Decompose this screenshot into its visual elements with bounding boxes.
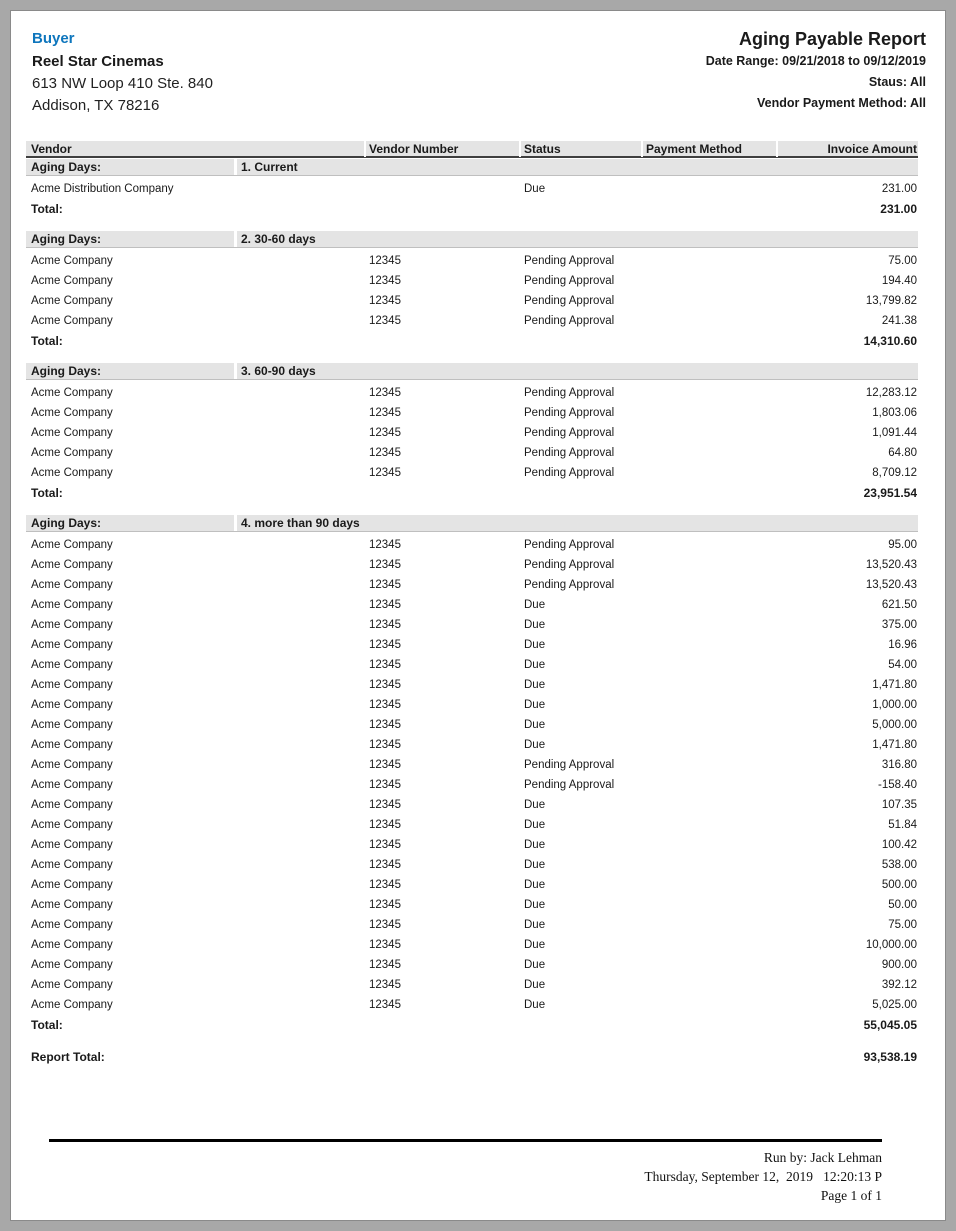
status-cell: Due: [524, 599, 546, 611]
invoice-amount-cell: 50.00: [888, 899, 917, 911]
invoice-amount-cell: 10,000.00: [865, 939, 917, 951]
invoice-amount-cell: 107.35: [881, 799, 917, 811]
vendor-cell: Acme Company: [31, 779, 113, 791]
column-header-invoice-amount: Invoice Amount: [776, 141, 918, 157]
total-amount: 231.00: [880, 202, 917, 216]
aging-band: [26, 363, 918, 380]
aging-bucket-label: 2. 30-60 days: [234, 231, 918, 247]
aging-days-label: Aging Days:: [26, 515, 234, 531]
vendor-cell: Acme Company: [31, 275, 113, 287]
payment-method-cell: [641, 735, 776, 755]
vendor-cell: Acme Company: [31, 467, 113, 479]
invoice-amount-cell: 13,799.82: [865, 295, 917, 307]
vendor-number-cell: 12345: [369, 979, 401, 991]
vendor-cell: Acme Company: [31, 427, 113, 439]
vendor-number-cell: 12345: [369, 919, 401, 931]
vendor-number-cell: 12345: [369, 407, 401, 419]
status-cell: Pending Approval: [524, 275, 615, 287]
report-meta-block: [706, 27, 926, 117]
invoice-amount-cell: 100.42: [881, 839, 917, 851]
status-cell: Pending Approval: [524, 447, 615, 459]
invoice-amount-cell: 64.80: [888, 447, 917, 459]
table-row: [26, 915, 918, 935]
status-cell: Pending Approval: [524, 759, 615, 771]
vendor-number-cell: 12345: [369, 599, 401, 611]
column-header-status: Status: [519, 141, 641, 157]
vendor-number-cell: 12345: [369, 559, 401, 571]
status-cell: Due: [524, 719, 546, 731]
vendor-cell: Acme Company: [31, 999, 113, 1011]
vendor-number-cell: 12345: [369, 539, 401, 551]
table-row: [26, 403, 918, 423]
report-total-amount: 93,538.19: [863, 1050, 917, 1064]
invoice-amount-cell: 241.38: [881, 315, 917, 327]
vendor-number-cell: 12345: [369, 659, 401, 671]
invoice-amount-cell: 12,283.12: [865, 387, 917, 399]
buyer-label: Buyer: [32, 30, 75, 47]
invoice-amount-cell: 8,709.12: [872, 467, 917, 479]
payment-method-cell: [641, 443, 776, 463]
payment-method-cell: [641, 291, 776, 311]
status-cell: Due: [524, 619, 546, 631]
table-row: [26, 383, 918, 403]
invoice-amount-cell: 621.50: [881, 599, 917, 611]
aging-section: [26, 515, 918, 1035]
vendor-cell: Acme Company: [31, 579, 113, 591]
aging-band: [26, 159, 918, 176]
table-row: [26, 535, 918, 555]
invoice-amount-cell: 316.80: [881, 759, 917, 771]
status-cell: Due: [524, 739, 546, 751]
vendor-number-cell: 12345: [369, 739, 401, 751]
table-row: [26, 755, 918, 775]
vendor-number-cell: 12345: [369, 579, 401, 591]
status-cell: Due: [524, 839, 546, 851]
page-indicator: Page 1 of 1: [820, 1188, 882, 1203]
payment-method-cell: [641, 895, 776, 915]
invoice-amount-cell: -158.40: [877, 779, 917, 791]
table-row: [26, 311, 918, 331]
vendor-number-cell: 12345: [369, 255, 401, 267]
status-cell: Pending Approval: [524, 779, 615, 791]
vendor-number-cell: 12345: [369, 779, 401, 791]
table-row: [26, 955, 918, 975]
status-cell: Pending Approval: [524, 387, 615, 399]
status-cell: Pending Approval: [524, 539, 615, 551]
vendor-cell: Acme Company: [31, 739, 113, 751]
aging-section: [26, 363, 918, 503]
invoice-amount-cell: 54.00: [888, 659, 917, 671]
payment-method-cell: [641, 715, 776, 735]
status-cell: Due: [524, 879, 546, 891]
payment-method-cell: [641, 615, 776, 635]
vendor-number-cell: 12345: [369, 999, 401, 1011]
table-row: [26, 975, 918, 995]
status-cell: Due: [524, 919, 546, 931]
table-row: [26, 875, 918, 895]
payment-method-cell: [641, 595, 776, 615]
vendor-cell: Acme Company: [31, 539, 113, 551]
vendor-number-cell: 12345: [369, 799, 401, 811]
aging-sections: [26, 159, 918, 1035]
vendor-number-cell: 12345: [369, 699, 401, 711]
payment-method-cell: [641, 775, 776, 795]
table-row: [26, 735, 918, 755]
vendor-number-cell: 12345: [369, 819, 401, 831]
vendor-cell: Acme Company: [31, 719, 113, 731]
status-cell: Due: [524, 979, 546, 991]
payment-method-cell: [641, 875, 776, 895]
invoice-amount-cell: 1,471.80: [872, 679, 917, 691]
total-amount: 14,310.60: [863, 334, 917, 348]
invoice-amount-cell: 1,091.44: [872, 427, 917, 439]
vendor-cell: Acme Company: [31, 959, 113, 971]
total-label: Total:: [31, 202, 63, 216]
status-cell: Due: [524, 899, 546, 911]
vendor-number-cell: 12345: [369, 679, 401, 691]
column-header-vendor-number: Vendor Number: [364, 141, 519, 157]
payment-method-cell: [641, 383, 776, 403]
table-row: [26, 179, 918, 199]
payment-method-cell: [641, 423, 776, 443]
vendor-cell: Acme Company: [31, 839, 113, 851]
status-cell: Pending Approval: [524, 427, 615, 439]
payment-method-cell: [641, 251, 776, 271]
section-total-row: [26, 1015, 918, 1035]
vendor-cell: Acme Company: [31, 899, 113, 911]
payment-method-cell: [641, 271, 776, 291]
vendor-number-cell: 12345: [369, 619, 401, 631]
aging-bucket-label: 4. more than 90 days: [234, 515, 918, 531]
payment-method-cell: [641, 179, 776, 199]
payment-method-cell: [641, 655, 776, 675]
column-header-payment-method: Payment Method: [641, 141, 776, 157]
table-row: [26, 695, 918, 715]
table-row: [26, 463, 918, 483]
status-cell: Pending Approval: [524, 559, 615, 571]
payment-method-cell: [641, 795, 776, 815]
table-row: [26, 595, 918, 615]
vendor-cell: Acme Company: [31, 679, 113, 691]
vendor-number-cell: 12345: [369, 839, 401, 851]
table-row: [26, 443, 918, 463]
invoice-amount-cell: 75.00: [888, 255, 917, 267]
total-label: Total:: [31, 1018, 63, 1032]
vendor-cell: Acme Company: [31, 819, 113, 831]
vendor-cell: Acme Company: [31, 919, 113, 931]
vendor-number-cell: [364, 179, 519, 199]
table-row: [26, 995, 918, 1015]
status-cell: Due: [524, 859, 546, 871]
vendor-number-cell: 12345: [369, 759, 401, 771]
column-header-vendor: Vendor: [31, 142, 72, 156]
payment-method-cell: [641, 855, 776, 875]
table-row: [26, 423, 918, 443]
vendor-cell: Acme Company: [31, 619, 113, 631]
section-rows: [26, 176, 918, 199]
table-row: [26, 855, 918, 875]
status-cell: Pending Approval: [524, 579, 615, 591]
buyer-address-block: [32, 27, 213, 117]
vendor-cell: Acme Company: [31, 315, 113, 327]
total-label: Total:: [31, 486, 63, 500]
table-row: [26, 775, 918, 795]
vendor-cell: Acme Company: [31, 859, 113, 871]
run-by-line: Run by: Jack Lehman: [763, 1150, 882, 1165]
status-cell: Due: [524, 819, 546, 831]
section-rows: [26, 248, 918, 331]
aging-band: [26, 515, 918, 532]
status-cell: Due: [524, 959, 546, 971]
payment-method-cell: [641, 995, 776, 1015]
report-header: [11, 11, 945, 117]
invoice-amount-cell: 194.40: [881, 275, 917, 287]
aging-section: [26, 231, 918, 351]
invoice-amount-cell: 5,000.00: [872, 719, 917, 731]
payment-method-cell: [641, 535, 776, 555]
vendor-cell: Acme Company: [31, 939, 113, 951]
table-row: [26, 675, 918, 695]
total-amount: 55,045.05: [863, 1018, 917, 1032]
invoice-amount-cell: 392.12: [881, 979, 917, 991]
table-row: [26, 815, 918, 835]
date-range-filter: Date Range: 09/21/2018 to 09/12/2019: [705, 54, 926, 68]
vendor-cell: Acme Company: [31, 979, 113, 991]
table-row: [26, 935, 918, 955]
status-cell: Due: [524, 999, 546, 1011]
vendor-number-cell: 12345: [369, 427, 401, 439]
vendor-number-cell: 12345: [369, 639, 401, 651]
address-line-2: Addison, TX 78216: [32, 97, 160, 114]
invoice-amount-cell: 13,520.43: [865, 579, 917, 591]
report-total-row: [26, 1047, 918, 1067]
table-row: [26, 835, 918, 855]
aging-bucket-label: 3. 60-90 days: [234, 363, 918, 379]
vendor-cell: Acme Company: [31, 599, 113, 611]
invoice-amount-cell: 1,803.06: [872, 407, 917, 419]
payment-method-cell: [641, 635, 776, 655]
table-row: [26, 635, 918, 655]
section-total-row: [26, 331, 918, 351]
table-row: [26, 555, 918, 575]
aging-section: [26, 159, 918, 219]
column-header-row: [26, 141, 918, 158]
aging-days-label: Aging Days:: [26, 363, 234, 379]
report-page: [10, 10, 946, 1221]
invoice-amount-cell: 900.00: [881, 959, 917, 971]
payment-method-cell: [641, 311, 776, 331]
invoice-amount-cell: 538.00: [881, 859, 917, 871]
status-filter: Staus: All: [868, 75, 926, 89]
run-datetime: Thursday, September 12, 2019 12:20:13 P: [644, 1169, 882, 1184]
table-row: [26, 795, 918, 815]
invoice-amount-cell: 75.00: [888, 919, 917, 931]
status-cell: Pending Approval: [524, 295, 615, 307]
report-title: Aging Payable Report: [738, 29, 926, 49]
table-row: [26, 655, 918, 675]
invoice-amount-cell: 375.00: [881, 619, 917, 631]
vendor-cell: Acme Company: [31, 639, 113, 651]
address-line-1: 613 NW Loop 410 Ste. 840: [32, 75, 213, 92]
total-label: Total:: [31, 334, 63, 348]
payment-method-cell: [641, 555, 776, 575]
table-row: [26, 271, 918, 291]
section-total-row: [26, 483, 918, 503]
vendor-number-cell: 12345: [369, 899, 401, 911]
payment-method-cell: [641, 955, 776, 975]
status-cell: Pending Approval: [524, 407, 615, 419]
aging-days-label: Aging Days:: [26, 231, 234, 247]
vendor-cell: Acme Company: [31, 407, 113, 419]
vendor-cell: Acme Company: [31, 699, 113, 711]
payment-method-cell: [641, 935, 776, 955]
payment-method-filter: Vendor Payment Method: All: [756, 96, 926, 110]
status-cell: Due: [524, 679, 546, 691]
vendor-number-cell: 12345: [369, 467, 401, 479]
vendor-cell: Acme Company: [31, 559, 113, 571]
section-rows: [26, 532, 918, 1015]
status-cell: Pending Approval: [524, 255, 615, 267]
status-cell: Due: [524, 659, 546, 671]
vendor-number-cell: 12345: [369, 859, 401, 871]
vendor-number-cell: 12345: [369, 959, 401, 971]
payment-method-cell: [641, 755, 776, 775]
table-row: [26, 575, 918, 595]
invoice-amount-cell: 51.84: [888, 819, 917, 831]
table-row: [26, 251, 918, 271]
status-cell: Due: [524, 639, 546, 651]
section-rows: [26, 380, 918, 483]
section-total-row: [26, 199, 918, 219]
table-row: [26, 715, 918, 735]
invoice-amount-cell: 16.96: [888, 639, 917, 651]
status-cell: Due: [524, 183, 546, 195]
payment-method-cell: [641, 403, 776, 423]
vendor-number-cell: 12345: [369, 295, 401, 307]
status-cell: Due: [524, 699, 546, 711]
vendor-cell: Acme Company: [31, 799, 113, 811]
aging-bucket-label: 1. Current: [234, 159, 918, 175]
invoice-amount-cell: 231.00: [881, 183, 917, 195]
payment-method-cell: [641, 915, 776, 935]
table-row: [26, 615, 918, 635]
company-name: Reel Star Cinemas: [32, 53, 164, 70]
vendor-number-cell: 12345: [369, 315, 401, 327]
vendor-cell: Acme Company: [31, 387, 113, 399]
invoice-amount-cell: 1,000.00: [872, 699, 917, 711]
status-cell: Due: [524, 799, 546, 811]
vendor-number-cell: 12345: [369, 387, 401, 399]
payment-method-cell: [641, 463, 776, 483]
invoice-amount-cell: 95.00: [888, 539, 917, 551]
vendor-cell: Acme Company: [31, 659, 113, 671]
payment-method-cell: [641, 695, 776, 715]
report-total-label: Report Total:: [31, 1050, 105, 1064]
vendor-number-cell: 12345: [369, 879, 401, 891]
table-row: [26, 291, 918, 311]
vendor-number-cell: 12345: [369, 719, 401, 731]
aging-band: [26, 231, 918, 248]
total-amount: 23,951.54: [863, 486, 917, 500]
invoice-amount-cell: 5,025.00: [872, 999, 917, 1011]
payment-method-cell: [641, 675, 776, 695]
vendor-cell: Acme Company: [31, 447, 113, 459]
invoice-amount-cell: 1,471.80: [872, 739, 917, 751]
vendor-cell: Acme Company: [31, 295, 113, 307]
status-cell: Pending Approval: [524, 315, 615, 327]
vendor-number-cell: 12345: [369, 939, 401, 951]
vendor-cell: Acme Company: [31, 255, 113, 267]
payment-method-cell: [641, 835, 776, 855]
invoice-amount-cell: 500.00: [881, 879, 917, 891]
report-footer: [49, 1139, 882, 1205]
table-row: [26, 895, 918, 915]
vendor-cell: Acme Distribution Company: [31, 183, 174, 195]
aging-table: [26, 141, 918, 1067]
status-cell: Pending Approval: [524, 467, 615, 479]
vendor-cell: Acme Company: [31, 759, 113, 771]
payment-method-cell: [641, 575, 776, 595]
status-cell: Due: [524, 939, 546, 951]
invoice-amount-cell: 13,520.43: [865, 559, 917, 571]
aging-days-label: Aging Days:: [26, 159, 234, 175]
payment-method-cell: [641, 815, 776, 835]
vendor-number-cell: 12345: [369, 275, 401, 287]
payment-method-cell: [641, 975, 776, 995]
vendor-cell: Acme Company: [31, 879, 113, 891]
vendor-number-cell: 12345: [369, 447, 401, 459]
